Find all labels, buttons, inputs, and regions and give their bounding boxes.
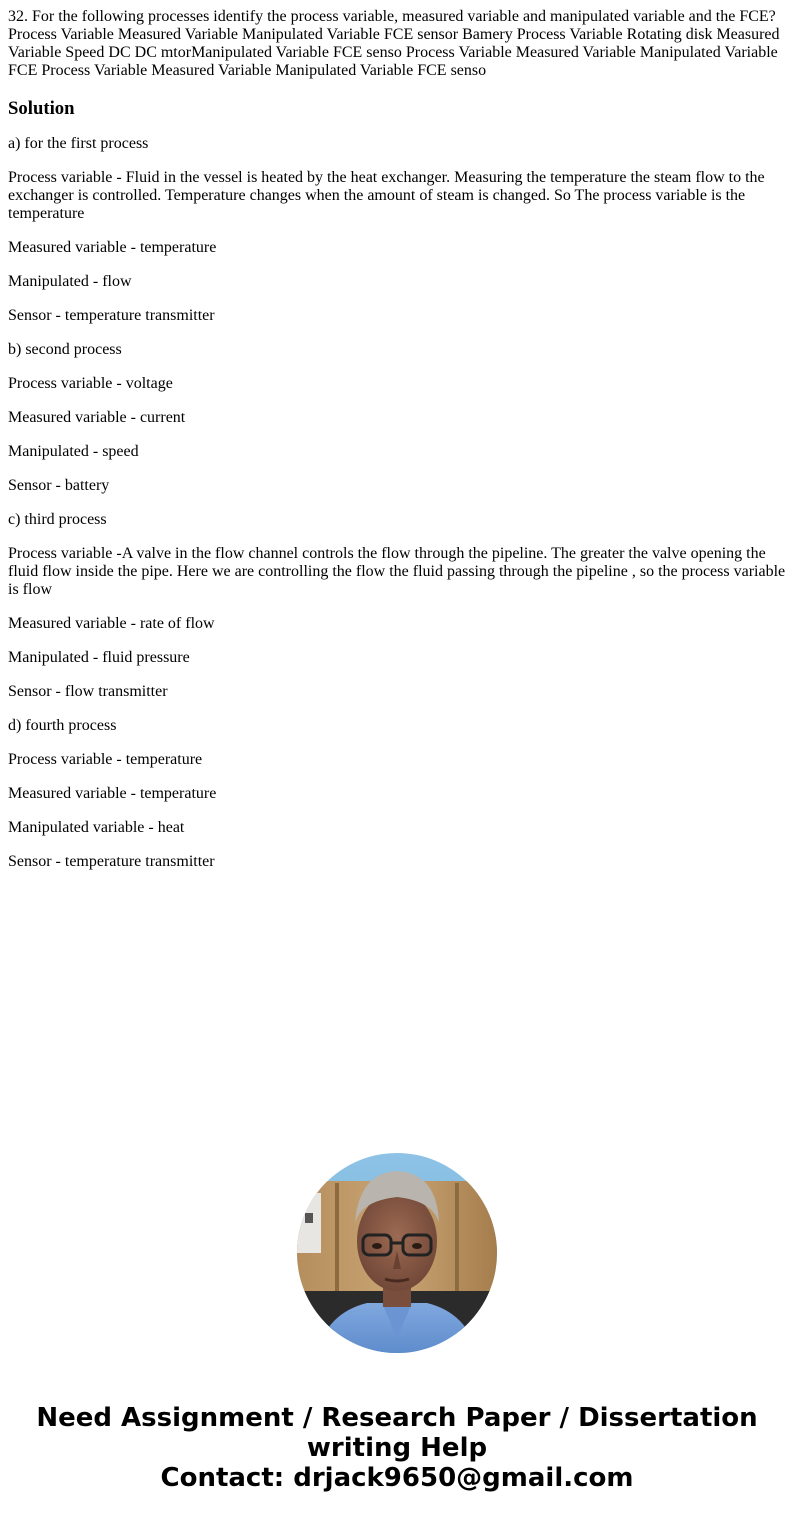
- solution-paragraph: Process variable -A valve in the flow channel controls the flow through the pipeline. The greater the valve opening the fluid flow inside the pipe. Here we are controlling the flow the fluid passing through the pipeline , so the process variable is flow: [8, 545, 786, 598]
- solution-paragraph: b) second process: [8, 341, 122, 358]
- solution-paragraph: Process variable - Fluid in the vessel is heated by the heat exchanger. Measuring the temperature the steam flow to the exchanger is controlled. Temperature changes when the amount of steam is changed. So The process variable is the temperature: [8, 169, 765, 222]
- avatar: [297, 1153, 497, 1353]
- solution-paragraph: Manipulated - flow: [8, 273, 132, 290]
- banner-line-2: writing Help: [306, 1433, 488, 1463]
- solution-paragraph: Manipulated - fluid pressure: [8, 649, 190, 666]
- solution-paragraph: Sensor - temperature transmitter: [8, 853, 215, 870]
- avatar-photo: [297, 1153, 497, 1353]
- solution-paragraph: a) for the first process: [8, 135, 149, 152]
- solution-paragraph: Measured variable - temperature: [8, 239, 217, 256]
- solution-paragraph: Measured variable - rate of flow: [8, 615, 215, 632]
- solution-paragraph: c) third process: [8, 511, 107, 528]
- question-text: 32. For the following processes identify the process variable, measured variable and manipulated variable and the FCE? Process Variable Measured Variable Manipulated Variable FCE sensor Bamery Process Variable Rotating disk Measured Variable Speed DC DC mtorManipulated Variable FCE senso Process Variable Measured Variable Manipulated Variable FCE Process Variable Measured Variable Manipulated Variable FCE senso: [8, 8, 780, 79]
- solution-paragraph: Sensor - battery: [8, 477, 110, 494]
- solution-paragraph: Process variable - temperature: [8, 751, 203, 768]
- solution-paragraph: Manipulated - speed: [8, 443, 139, 460]
- solution-paragraph: Sensor - temperature transmitter: [8, 307, 215, 324]
- solution-paragraph: d) fourth process: [8, 717, 117, 734]
- solution-paragraph: Manipulated variable - heat: [8, 819, 185, 836]
- solution-paragraph: Measured variable - temperature: [8, 785, 217, 802]
- contact-email: Contact: drjack9650@gmail.com: [160, 1463, 634, 1493]
- solution-heading: Solution: [8, 98, 75, 119]
- contact-banner: [0, 1403, 794, 1493]
- solution-paragraph: Process variable - voltage: [8, 375, 173, 392]
- banner-line-1: Need Assignment / Research Paper / Dissertation: [36, 1403, 758, 1433]
- solution-body: [8, 135, 786, 871]
- solution-paragraph: Sensor - flow transmitter: [8, 683, 168, 700]
- document-body: [8, 8, 786, 871]
- solution-paragraph: Measured variable - current: [8, 409, 186, 426]
